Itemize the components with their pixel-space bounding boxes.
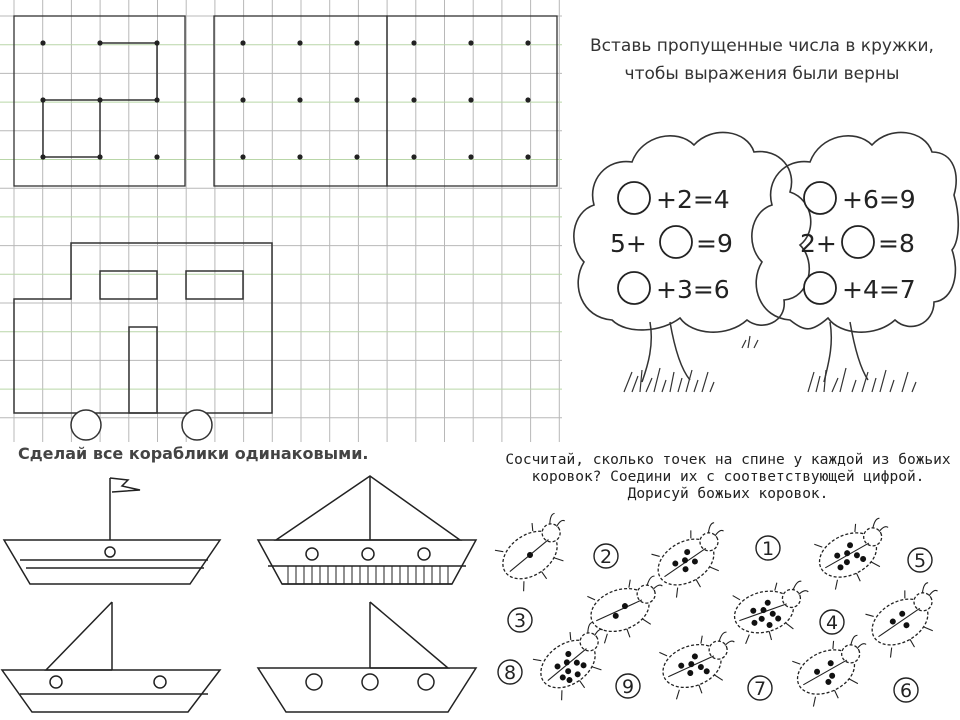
grid-dot xyxy=(468,154,473,159)
ladybug xyxy=(788,629,882,711)
ladybug xyxy=(729,575,818,647)
grid-dot xyxy=(411,40,416,45)
number-label: 9 xyxy=(621,676,635,698)
boats-task-instruction: Сделай все кораблики одинаковыми. xyxy=(18,444,369,463)
bus-wheel-right xyxy=(182,410,212,440)
number-circle-6[interactable] xyxy=(894,678,918,702)
grid-dot xyxy=(525,97,530,102)
equation-text: +2=4 xyxy=(656,185,730,214)
equation-text: =8 xyxy=(878,229,915,258)
ladybug xyxy=(491,507,586,596)
ladybug xyxy=(862,576,957,662)
boat-with-flag xyxy=(4,478,220,584)
number-circle-5[interactable] xyxy=(908,548,932,572)
left-tree-trunk xyxy=(642,322,690,382)
ladybugs-group xyxy=(491,507,956,711)
grid-dot xyxy=(40,97,45,102)
number-label: 2 xyxy=(599,546,613,568)
trees-task-instruction: Вставь пропущенные числа в кружки, чтобы выражения были верны xyxy=(590,36,934,84)
boat-with-sails xyxy=(258,476,476,584)
answer-circle[interactable] xyxy=(618,272,650,304)
grid-dot xyxy=(97,97,102,102)
grid-dot xyxy=(154,154,159,159)
grid-dot xyxy=(468,97,473,102)
grid-dot xyxy=(411,97,416,102)
grid-dot xyxy=(240,40,245,45)
equation-text: =9 xyxy=(696,229,733,258)
grid-dot xyxy=(297,40,302,45)
grid-dot xyxy=(297,154,302,159)
boats-illustration xyxy=(0,442,480,720)
ladybugs-task xyxy=(480,442,960,720)
ladybug xyxy=(810,512,904,594)
trees-illustration xyxy=(562,0,960,442)
grid-dot xyxy=(154,40,159,45)
ladybugs-illustration xyxy=(480,442,960,720)
grid-dot xyxy=(97,40,102,45)
boats-task xyxy=(0,442,480,720)
number-circle-7[interactable] xyxy=(748,676,772,700)
grid-dot xyxy=(240,154,245,159)
grid-dot xyxy=(525,154,530,159)
equation-text: +4=7 xyxy=(842,275,916,304)
answer-circle[interactable] xyxy=(804,272,836,304)
grid-dot xyxy=(525,40,530,45)
number-label: 1 xyxy=(761,538,775,560)
grid-dot xyxy=(40,154,45,159)
answer-circle[interactable] xyxy=(842,226,874,258)
left-tree-grass xyxy=(624,368,714,392)
number-circle-3[interactable] xyxy=(508,608,532,632)
missing-numbers-task xyxy=(562,0,960,442)
equation-text: 5+ xyxy=(610,229,647,258)
number-label: 6 xyxy=(899,680,913,702)
boat-right-sail xyxy=(258,602,476,712)
number-circle-1[interactable] xyxy=(756,536,780,560)
bus-wheel-left xyxy=(71,410,101,440)
right-tree-trunk xyxy=(824,322,868,382)
number-label: 5 xyxy=(913,550,927,572)
number-label: 3 xyxy=(513,610,527,632)
answer-circle[interactable] xyxy=(618,182,650,214)
number-circle-2[interactable] xyxy=(594,544,618,568)
grid-dot xyxy=(97,154,102,159)
grid-lines xyxy=(0,0,562,442)
grid-dot xyxy=(354,97,359,102)
grid-dot xyxy=(411,154,416,159)
grid-dot xyxy=(154,97,159,102)
number-label: 4 xyxy=(825,612,839,634)
grass-tuft xyxy=(742,336,758,348)
bus-drawing xyxy=(14,243,272,440)
answer-circle[interactable] xyxy=(804,182,836,214)
grid-dot xyxy=(468,40,473,45)
ladybug xyxy=(583,570,675,647)
equation-text: 2+ xyxy=(800,229,837,258)
ladybug xyxy=(655,626,747,703)
number-circle-8[interactable] xyxy=(498,660,522,684)
grid-dot xyxy=(40,40,45,45)
number-circle-4[interactable] xyxy=(820,610,844,634)
grid-dot xyxy=(240,97,245,102)
grid-dot xyxy=(297,97,302,102)
grid-dot xyxy=(354,154,359,159)
grid-paper xyxy=(0,0,562,442)
answer-circle[interactable] xyxy=(660,226,692,258)
hull-stripes xyxy=(288,566,448,584)
grid-dot xyxy=(354,40,359,45)
equation-text: +3=6 xyxy=(656,275,730,304)
equation-text: +6=9 xyxy=(842,185,916,214)
boat-small-sail xyxy=(2,602,220,712)
ladybug xyxy=(648,516,743,602)
number-circle-9[interactable] xyxy=(616,674,640,698)
number-label: 7 xyxy=(753,678,767,700)
grid-drawing-task xyxy=(0,0,562,442)
bugs-task-instruction: Сосчитай, сколько точек на спине у каждой из божьих коровок? Соедини их с соответствующей цифрой. Дорисуй божьих коровок. xyxy=(505,452,951,502)
bus-door xyxy=(129,327,157,413)
number-label: 8 xyxy=(503,662,517,684)
